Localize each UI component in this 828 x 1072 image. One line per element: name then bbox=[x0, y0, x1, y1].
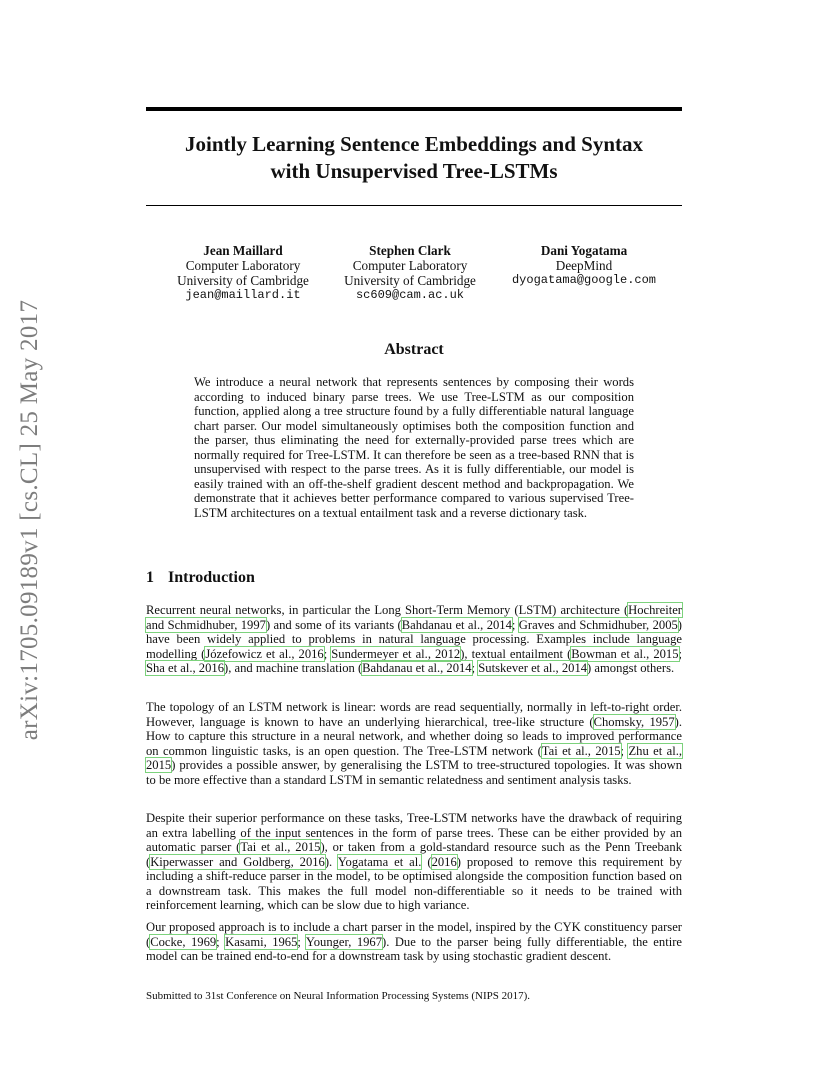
author-institution: University of Cambridge bbox=[177, 273, 309, 288]
title-line-1: Jointly Learning Sentence Embeddings and Syntax bbox=[184, 132, 643, 156]
text-run: ; bbox=[620, 743, 629, 758]
text-run: ) amongst others. bbox=[587, 661, 675, 675]
text-run: ; bbox=[678, 646, 683, 661]
text-run: ; bbox=[216, 934, 226, 949]
citation-link[interactable]: Yogatama et al. bbox=[337, 854, 422, 869]
text-run: Our proposed approach is to include a chart parser in the model, inspired by the CYK constituency parser ( bbox=[146, 920, 682, 949]
citation-link[interactable]: Sha et al., 2016 bbox=[146, 661, 224, 675]
paragraph-3 bbox=[146, 811, 682, 913]
text-run: ) and some of its variants ( bbox=[265, 617, 402, 632]
author-affiliation: DeepMind bbox=[555, 258, 613, 273]
author-email[interactable]: sc609@cam.ac.uk bbox=[355, 288, 465, 302]
text-run: ). bbox=[324, 854, 338, 869]
text-run: ) proposed to remove this requirement by including a shift-reduce parser in the model, to be optimised alongside the composition function based on a downstream task. This makes the full model non-differentiable so it needs to be trained with reinforcement learning, which can be slow due to high variance. bbox=[146, 854, 682, 912]
section-title: Introduction bbox=[168, 569, 255, 586]
paragraph-4 bbox=[146, 920, 682, 964]
citation-link[interactable]: Zhu et al., 2015 bbox=[146, 743, 683, 772]
author-email[interactable]: jean@maillard.it bbox=[185, 288, 301, 302]
author-email[interactable]: dyogatama@google.com bbox=[511, 273, 657, 287]
text-run: ; bbox=[471, 661, 479, 675]
citation-link[interactable]: Cocke, 1969 bbox=[150, 934, 217, 949]
paragraph-1 bbox=[146, 603, 682, 676]
title-top-rule bbox=[146, 107, 682, 111]
text-run: ). Due to the parser being fully differentiable, the entire model can be trained end-to-end for a downstream task by using stochastic gradient descent. bbox=[146, 934, 682, 963]
title-bottom-rule bbox=[146, 205, 682, 206]
text-run: ( bbox=[421, 854, 432, 869]
citation-link[interactable]: Chomsky, 1957 bbox=[593, 714, 675, 729]
citation-link[interactable]: Bowman et al., 2015 bbox=[571, 646, 679, 661]
citation-link[interactable]: Sundermeyer et al., 2012 bbox=[331, 646, 461, 661]
citation-link[interactable]: Kasami, 1965 bbox=[225, 934, 298, 949]
citation-link[interactable]: Kiperwasser and Goldberg, 2016 bbox=[150, 854, 325, 869]
citation-link[interactable]: Sutskever et al., 2014 bbox=[478, 661, 588, 675]
citation-link[interactable]: Tai et al., 2015 bbox=[541, 743, 621, 758]
citation-link[interactable]: Bahdanau et al., 2014 bbox=[401, 617, 512, 632]
author-affiliation: Computer Laboratory bbox=[185, 258, 301, 273]
author-name: Stephen Clark bbox=[369, 243, 451, 258]
author-name: Jean Maillard bbox=[203, 243, 283, 258]
section-heading bbox=[146, 569, 255, 587]
text-run: Recurrent neural networks, in particular the Long Short-Term Memory (LSTM) architecture ( bbox=[146, 603, 629, 617]
text-run: ; bbox=[297, 934, 306, 949]
author-affiliation: Computer Laboratory bbox=[352, 258, 468, 273]
paper-title bbox=[146, 131, 682, 185]
author-institution: University of Cambridge bbox=[344, 273, 476, 288]
citation-link[interactable]: Józefowicz et al., 2016 bbox=[205, 646, 324, 661]
arxiv-identifier: arXiv:1705.09189v1 [cs.CL] 25 May 2017 bbox=[16, 299, 43, 741]
text-run: ) provides a possible answer, by generalising the LSTM to tree-structured topologies. It was shown to be more effective than a standard LSTM in semantic relatedness and sentiment analysis tasks. bbox=[146, 758, 682, 787]
citation-link[interactable]: Graves and Schmidhuber, 2005 bbox=[518, 617, 678, 632]
text-run: ). How to capture this structure in a neural network, and whether doing so leads to improved performance on common linguistic tasks, is an open question. The Tree-LSTM network ( bbox=[146, 714, 682, 758]
abstract-text: We introduce a neural network that represents sentences by composing their words according to induced binary parse trees. We use Tree-LSTM as our composition function, applied along a tree structure found by a fully differentiable natural language chart parser. Our model simultaneously optimises both the composition function and the parser, thus eliminating the need for externally-provided parse trees which are normally required for Tree-LSTM. It can therefore be seen as a tree-based RNN that is unsupervised with respect to the parse trees. As it is fully differentiable, our model is easily trained with an off-the-shelf gradient descent method and backpropagation. We demonstrate that it achieves better performance compared to various supervised Tree-LSTM architectures on a textual entailment task and a reverse dictionary task. bbox=[194, 375, 634, 520]
author-name: Dani Yogatama bbox=[540, 243, 628, 258]
text-run: The topology of an LSTM network is linear: words are read sequentially, normally in left-to-right order. However, language is known to have an underlying hierarchical, tree-like structure ( bbox=[146, 700, 682, 729]
arxiv-side-label bbox=[8, 280, 52, 760]
text-run: ), textual entailment ( bbox=[460, 646, 572, 661]
author-block-2 bbox=[315, 243, 505, 303]
text-run: ; bbox=[323, 646, 332, 661]
citation-link[interactable]: Younger, 1967 bbox=[305, 934, 383, 949]
text-run: Despite their superior performance on these tasks, Tree-LSTM networks have the drawback of requiring an extra labelling of the input sentences in the form of parse trees. These can be either provided by an automatic parser ( bbox=[146, 811, 682, 854]
abstract-heading: Abstract bbox=[384, 341, 444, 358]
citation-link[interactable]: Hochreiter and Schmidhuber, 1997 bbox=[146, 603, 682, 632]
citation-link[interactable]: 2016 bbox=[431, 854, 457, 869]
title-line-2: with Unsupervised Tree-LSTMs bbox=[270, 159, 558, 183]
text-run: ) have been widely applied to problems in natural language processing. Examples include language modelling ( bbox=[146, 617, 682, 661]
footer-note: Submitted to 31st Conference on Neural Information Processing Systems (NIPS 2017). bbox=[146, 990, 531, 1002]
paragraph-2 bbox=[146, 700, 682, 787]
text-run: ), or taken from a gold-standard resource such as the Penn Treebank ( bbox=[146, 840, 682, 869]
citation-link[interactable]: Bahdanau et al., 2014 bbox=[362, 661, 472, 675]
citation-link[interactable]: Tai et al., 2015 bbox=[240, 840, 321, 854]
author-block-1 bbox=[148, 243, 338, 303]
author-block-3 bbox=[489, 243, 679, 288]
section-number: 1 bbox=[146, 569, 154, 586]
text-run: ; bbox=[511, 617, 519, 632]
text-run: ), and machine translation ( bbox=[224, 661, 363, 675]
